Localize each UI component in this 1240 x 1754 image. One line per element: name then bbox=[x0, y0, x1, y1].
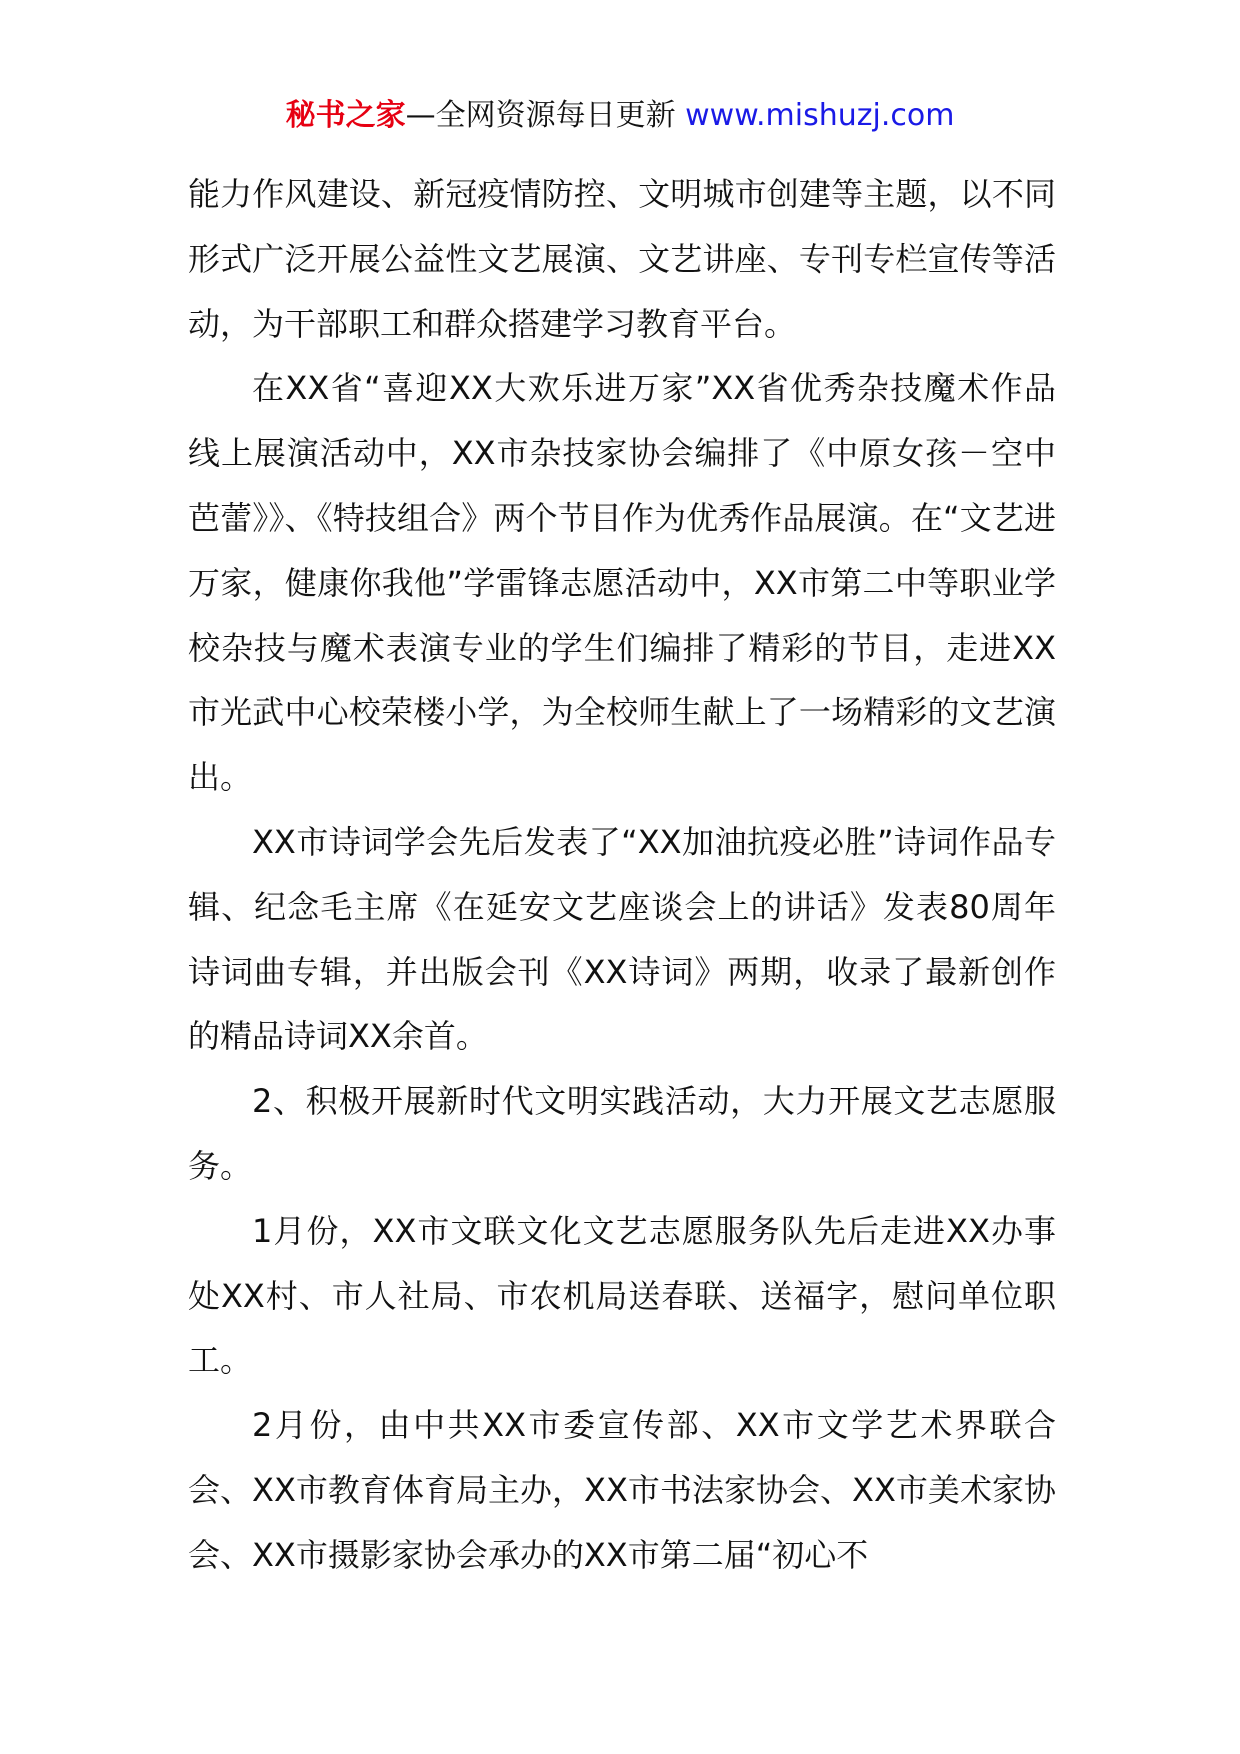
page-header bbox=[0, 96, 1240, 136]
header-tagline: —全网资源每日更新 bbox=[405, 98, 686, 133]
document-body bbox=[188, 162, 1056, 1588]
paragraph-february: 2月份，由中共XX市委宣传部、XX市文学艺术界联合会、XX市教育体育局主办，XX市书法家协会、XX市美术家协会、XX市摄影家协会承办的XX市第二届“初心不 bbox=[188, 1406, 1056, 1574]
paragraph-acrobatics: 在XX省“喜迎XX大欢乐进万家”XX省优秀杂技魔术作品线上展演活动中，XX市杂技家协会编排了《中原女孩－空中芭蕾》》、《特技组合》两个节目作为优秀作品展演。在“文艺进万家，健康你我他”学雷锋志愿活动中，XX市第二中等职业学校杂技与魔术表演专业的学生们编排了精彩的节目，走进XX市光武中心校荣楼小学，为全校师生献上了一场精彩的文艺演出。 bbox=[188, 369, 1056, 797]
section-heading-volunteer: 2、积极开展新时代文明实践活动，大力开展文艺志愿服务。 bbox=[188, 1082, 1056, 1185]
website-link[interactable]: www.mishuzj.com bbox=[685, 98, 955, 133]
paragraph-poetry: XX市诗词学会先后发表了“XX加油抗疫必胜”诗词作品专辑、纪念毛主席《在延安文艺座谈会上的讲话》发表80周年诗词曲专辑，并出版会刊《XX诗词》两期，收录了最新创作的精品诗词XX余首。 bbox=[188, 822, 1056, 1056]
paragraph-continuation: 能力作风建设、新冠疫情防控、文明城市创建等主题，以不同形式广泛开展公益性文艺展演、文艺讲座、专刊专栏宣传等活动，为干部职工和群众搭建学习教育平台。 bbox=[188, 175, 1056, 343]
paragraph-january: 1月份，XX市文联文化文艺志愿服务队先后走进XX办事处XX村、市人社局、市农机局送春联、送福字，慰问单位职工。 bbox=[188, 1211, 1056, 1380]
brand-name: 秘书之家 bbox=[285, 98, 406, 133]
